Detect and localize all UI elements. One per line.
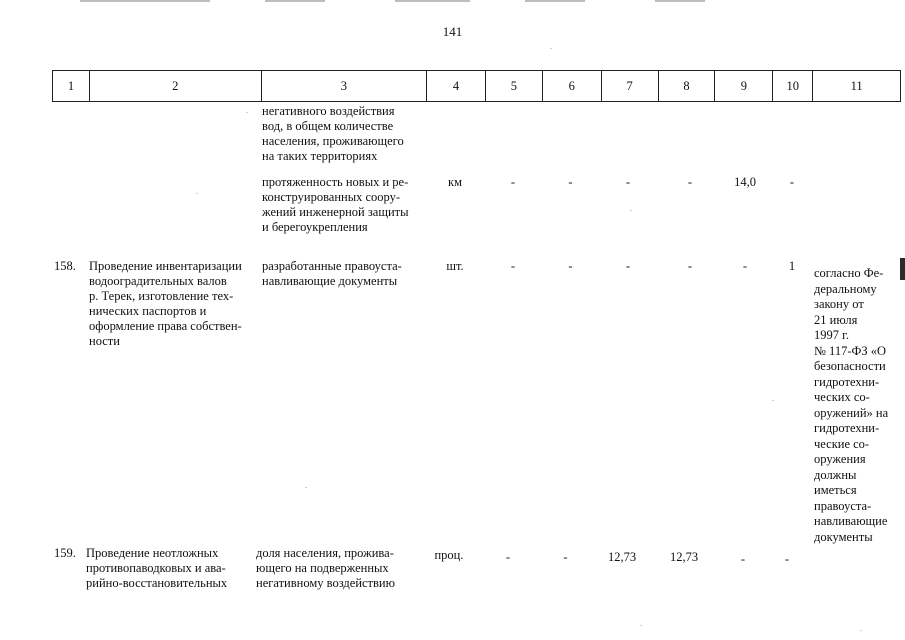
scan-edge-mark (80, 0, 210, 2)
row-158-col9: - (742, 259, 748, 273)
scan-edge-mark (395, 0, 470, 2)
column-header-6: 6 (543, 71, 602, 101)
column-header-4: 4 (427, 71, 486, 101)
row-159-number: 159. (54, 546, 76, 560)
column-header-1: 1 (53, 71, 90, 101)
row-158-col6: - (568, 259, 573, 273)
row-159-unit: проц. (434, 548, 464, 562)
scan-speck (196, 193, 198, 194)
scan-edge-mark (265, 0, 325, 2)
scan-speck (772, 400, 774, 401)
row-159-col10: - (784, 552, 790, 566)
column-header-8: 8 (659, 71, 716, 101)
row-158-number: 158. (54, 259, 76, 273)
row-158-note: согласно Фе- деральному закону от 21 июля 1997 г. № 117-ФЗ «О безопасности гидротехни- ческих со- оружений» на гидротехни- ческие со- оружения должны иметься правоуста- навливающие документы (814, 266, 889, 544)
row-159-col8: 12,73 (669, 550, 699, 564)
column-header-3: 3 (262, 71, 428, 101)
column-header-2: 2 (90, 71, 262, 101)
levee-row-unit: км (448, 175, 462, 189)
row-159-indicator: доля населения, прожива- ющего на подверженных негативному воздействию (256, 546, 395, 590)
scan-speck (640, 625, 642, 626)
row-158-col5: - (510, 259, 516, 273)
table-header-row (52, 70, 901, 102)
scan-speck (860, 630, 862, 631)
levee-row-col9: 14,0 (734, 175, 756, 189)
row-158-indicator: разработанные правоуста- навливающие документы (262, 259, 402, 288)
levee-row-col8: - (687, 175, 693, 189)
levee-row-indicator: протяженность новых и ре- конструированных соору- жений инженерной защиты и берегоукрепления (262, 175, 409, 234)
row-159-col7: 12,73 (607, 550, 637, 564)
scan-margin-bar (900, 258, 905, 280)
levee-row-col10: - (789, 175, 795, 189)
row-158-col10: 1 (788, 259, 796, 273)
scan-speck (305, 487, 307, 488)
row-158-col8: - (687, 259, 693, 273)
row-159-col9: - (740, 552, 746, 566)
row-159-col5: - (505, 550, 511, 564)
column-header-10: 10 (773, 71, 813, 101)
levee-row-col7: - (625, 175, 631, 189)
column-header-9: 9 (715, 71, 773, 101)
levee-row-col5: - (510, 175, 516, 189)
row-159-col6: - (563, 550, 568, 564)
row-158-unit: шт. (446, 259, 464, 273)
column-header-5: 5 (486, 71, 543, 101)
scan-edge-mark (655, 0, 705, 2)
row-159-description: Проведение неотложных противопаводковых и ава- рийно-восстановительных (86, 546, 228, 590)
column-header-7: 7 (602, 71, 659, 101)
scan-speck (550, 48, 552, 49)
row-158-description: Проведение инвентаризации водооградительных валов р. Терек, изготовление тех- нических паспортов и оформление права собствен- ности (89, 259, 242, 348)
scan-speck (246, 112, 248, 113)
page-number: 141 (442, 24, 463, 39)
levee-row-col6: - (568, 175, 573, 189)
scan-edge-mark (525, 0, 585, 2)
scan-speck (630, 210, 632, 211)
column-header-11: 11 (850, 78, 863, 93)
row-158-col7: - (625, 259, 631, 273)
cont-row-indicator: негативного воздействия вод, в общем количестве населения, проживающего на таких территориях (262, 104, 404, 163)
